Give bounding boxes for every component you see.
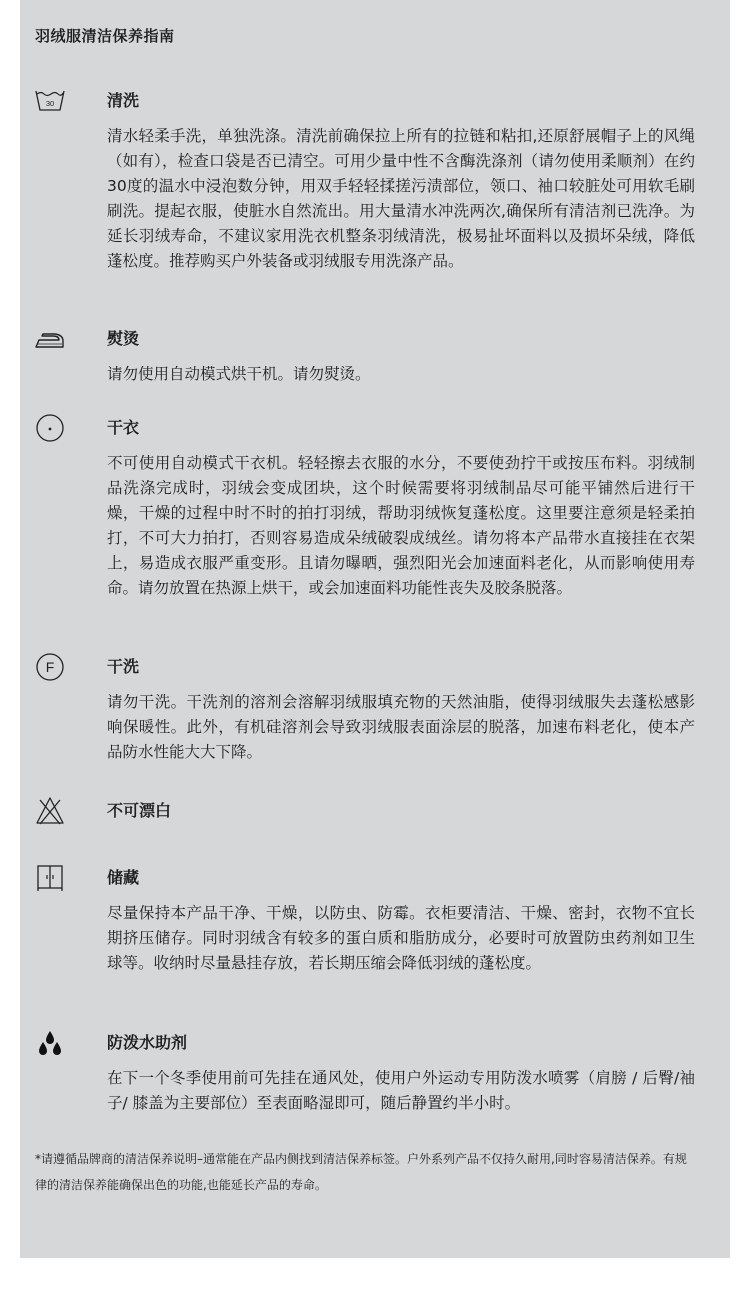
iron-icon (35, 324, 65, 354)
footnote: *请遵循品牌商的清洁保养说明–通常能在产品内侧找到清洁保养标签。户外系列产品不仅持久耐用,同时容易清洁保养。有规律的清洁保养能确保出色的功能,也能延长产品的寿命。 (35, 1152, 687, 1192)
section-title: 储藏 (107, 868, 140, 887)
section-title: 熨烫 (107, 329, 140, 348)
section-title: 干洗 (107, 657, 140, 676)
section-iron (35, 324, 695, 387)
section-body: 不可使用自动模式干衣机。轻轻擦去衣服的水分，不要使劲拧干或按压布料。羽绒制品洗涤完成时，羽绒会变成团块，这个时候需要将羽绒制品尽可能平铺然后进行干燥，干燥的过程中时不时的拍打羽绒，帮助羽绒恢复蓬松度。这里要注意须是轻柔拍打，不可大力拍打，否则容易造成朵绒破裂成绒丝。请勿将本产品带水直接挂在衣架上，易造成衣服严重变形。且请勿曝晒，强烈阳光会加速面料老化，从而影响使用寿命。请勿放置在热源上烘干，或会加速面料功能性丧失及胶条脱落。 (107, 454, 695, 597)
section-dry (35, 413, 695, 601)
wash-30-icon (35, 86, 65, 116)
section-body: 尽量保持本产品干净、干燥，以防虫、防霉。衣柜要清洁、干燥、密封，衣物不宜长期挤压储存。同时羽绒含有较多的蛋白质和脂肪成分，必要时可放置防虫药剂如卫生球等。收纳时尽量悬挂存放，若长期压缩会降低羽绒的蓬松度。 (107, 904, 695, 972)
dry-clean-letter: F (45, 659, 55, 675)
section-title: 不可漂白 (107, 801, 172, 820)
water-drops-icon (35, 1028, 65, 1058)
section-title: 干衣 (107, 418, 140, 437)
no-bleach-icon (35, 796, 65, 826)
section-title: 清洗 (107, 91, 140, 110)
wardrobe-icon (35, 863, 65, 893)
section-dry-clean (35, 652, 695, 765)
tumble-dry-icon (35, 413, 65, 443)
section-body: 清水轻柔手洗，单独洗涤。清洗前确保拉上所有的拉链和粘扣,还原舒展帽子上的风绳（如有），检查口袋是否已清空。可用少量中性不含酶洗涤剂（请勿使用柔顺剂）在约30度的温水中浸泡数分钟，用双手轻轻揉搓污渍部位，领口、袖口较脏处可用软毛刷刷洗。提起衣服，使脏水自然流出。用大量清水冲洗两次,确保所有清洁剂已洗净。为延长羽绒寿命，不建议家用洗衣机整条羽绒清洗，极易扯坏面料以及损坏朵绒，降低蓬松度。推荐购买户外装备或羽绒服专用洗涤产品。 (107, 127, 695, 270)
wash-temperature-label: 30 (45, 99, 55, 108)
section-no-bleach (35, 796, 695, 826)
dry-clean-f-icon (35, 652, 65, 682)
section-body: 请勿使用自动模式烘干机。请勿熨烫。 (107, 365, 371, 383)
page-title: 羽绒服清洁保养指南 (35, 27, 175, 45)
section-body: 请勿干洗。干洗剂的溶剂会溶解羽绒服填充物的天然油脂，使得羽绒服失去蓬松感影响保暖性。此外，有机硅溶剂会导致羽绒服表面涂层的脱落，加速布料老化，使本产品防水性能大大下降。 (107, 693, 695, 761)
section-water-repellent (35, 1028, 695, 1116)
section-storage (35, 863, 695, 976)
section-wash (35, 86, 695, 274)
section-body: 在下一个冬季使用前可先挂在通风处，使用户外运动专用防泼水喷雾（肩膀 / 后臀/袖子/ 膝盖为主要部位）至表面略湿即可，随后静置约半小时。 (107, 1069, 695, 1112)
section-title: 防泼水助剂 (107, 1033, 188, 1052)
